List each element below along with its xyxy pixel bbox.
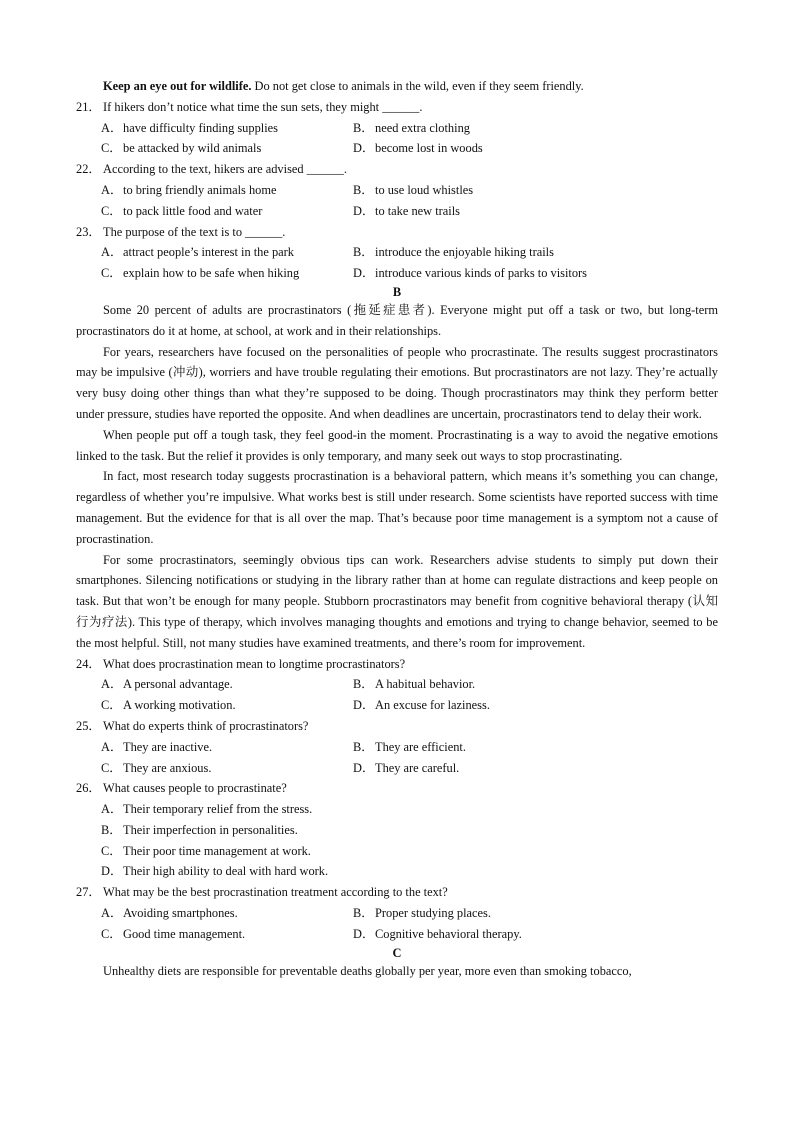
- option-letter: D．: [101, 864, 123, 879]
- option-text: They are anxious.: [123, 760, 212, 775]
- option-letter: B．: [353, 906, 374, 921]
- option-letter: D．: [353, 203, 375, 218]
- option-c[interactable]: [101, 841, 718, 862]
- option-text: explain how to be safe when hiking: [123, 266, 300, 281]
- option-text: attract people’s interest in the park: [123, 245, 294, 260]
- options: [101, 118, 718, 160]
- option-text: Avoiding smartphones.: [123, 906, 238, 921]
- question-23: [76, 222, 718, 284]
- question-number: 25．: [76, 718, 101, 733]
- option-letter: C．: [101, 760, 122, 775]
- option-text: Cognitive behavioral therapy.: [375, 926, 522, 941]
- option-text: They are efficient.: [375, 739, 466, 754]
- option-text: to use loud whistles: [375, 182, 474, 197]
- option-text: Good time management.: [123, 926, 246, 941]
- question-stem: What do experts think of procrastinators?: [103, 718, 309, 733]
- option-text: A personal advantage.: [123, 677, 233, 692]
- option-d[interactable]: [353, 924, 718, 945]
- option-c[interactable]: [101, 924, 353, 945]
- option-text: introduce the enjoyable hiking trails: [375, 245, 554, 260]
- exam-page: [76, 76, 718, 981]
- question-number: 23．: [76, 224, 101, 239]
- option-letter: B．: [353, 677, 374, 692]
- passage-b-paragraph: For some procrastinators, seemingly obvious tips can work. Researchers advise students to simply put down their smartphones. Silencing notifications or studying in the library rather than at home can regulate distractions and keep people on task. But that won’t be enough for many people. Stubborn procrastinators may benefit from cognitive behavioral therapy (认知行为疗法). This type of therapy, which involves managing thoughts and emotions and trying to change behavior, seemed to be the most helpful. Still, not many studies have examined treatments, and there’s room for improvement.: [76, 552, 718, 650]
- question-stem: What may be the best procrastination treatment according to the text?: [103, 885, 448, 900]
- option-letter: D．: [353, 926, 375, 941]
- passage-b-paragraph: When people put off a tough task, they feel good-in the moment. Procrastinating is a way to avoid the negative emotions linked to the task. But the relief it provides is only temporary, and many seek out ways to stop procrastinating.: [76, 427, 718, 463]
- option-b[interactable]: [353, 180, 718, 201]
- question-number: 22．: [76, 162, 101, 177]
- question-number: 21．: [76, 99, 101, 114]
- option-b[interactable]: [353, 903, 718, 924]
- option-a[interactable]: [101, 118, 353, 139]
- option-letter: B．: [353, 739, 374, 754]
- options: [101, 674, 718, 716]
- question-stem: What does procrastination mean to longtime procrastinators?: [103, 656, 406, 671]
- option-text: Their high ability to deal with hard work.: [123, 864, 329, 879]
- option-text: to pack little food and water: [123, 203, 263, 218]
- option-a[interactable]: [101, 180, 353, 201]
- option-text: An excuse for laziness.: [375, 698, 490, 713]
- option-letter: C．: [101, 843, 122, 858]
- option-b[interactable]: [353, 737, 718, 758]
- option-letter: B．: [353, 120, 374, 135]
- option-text: A habitual behavior.: [375, 677, 476, 692]
- passage-b-paragraph: Some 20 percent of adults are procrastinators (拖延症患者). Everyone might put off a task or two, but long-term procrastinators do it at home, at school, at work and in their relationships.: [76, 302, 718, 338]
- option-letter: A．: [101, 182, 123, 197]
- option-text: need extra clothing: [375, 120, 470, 135]
- option-letter: D．: [353, 141, 375, 156]
- question-number: 26．: [76, 781, 101, 796]
- option-d[interactable]: [353, 695, 718, 716]
- option-c[interactable]: [101, 263, 353, 284]
- question-27: [76, 882, 718, 944]
- option-text: A working motivation.: [123, 698, 236, 713]
- option-text: They are inactive.: [123, 739, 213, 754]
- option-letter: B．: [101, 822, 122, 837]
- option-a[interactable]: [101, 903, 353, 924]
- question-stem: What causes people to procrastinate?: [103, 781, 287, 796]
- section-heading-b: B: [392, 284, 402, 299]
- option-letter: A．: [101, 739, 123, 754]
- question-21: [76, 97, 718, 159]
- option-b[interactable]: [101, 820, 718, 841]
- option-d[interactable]: [353, 263, 718, 284]
- option-c[interactable]: [101, 758, 353, 779]
- option-text: introduce various kinds of parks to visitors: [375, 266, 587, 281]
- option-letter: C．: [101, 266, 122, 281]
- option-c[interactable]: [101, 695, 353, 716]
- question-number: 27．: [76, 885, 101, 900]
- option-text: Proper studying places.: [375, 906, 491, 921]
- options: [101, 903, 718, 945]
- option-d[interactable]: [353, 201, 718, 222]
- option-letter: D．: [353, 266, 375, 281]
- option-letter: C．: [101, 926, 122, 941]
- option-text: Their imperfection in personalities.: [123, 822, 298, 837]
- option-text: Their poor time management at work.: [123, 843, 311, 858]
- question-26: [76, 778, 718, 882]
- option-text: to bring friendly animals home: [123, 182, 277, 197]
- option-letter: B．: [353, 182, 374, 197]
- option-text: have difficulty finding supplies: [123, 120, 278, 135]
- option-d[interactable]: [353, 138, 718, 159]
- question-stem: The purpose of the text is to ______.: [103, 224, 286, 239]
- option-text: They are careful.: [375, 760, 460, 775]
- option-b[interactable]: [353, 242, 718, 263]
- question-stem: According to the text, hikers are advised ______.: [103, 162, 347, 177]
- option-text: become lost in woods: [375, 141, 483, 156]
- option-text: Their temporary relief from the stress.: [123, 802, 313, 817]
- option-d[interactable]: [101, 861, 718, 882]
- option-text: to take new trails: [375, 203, 460, 218]
- option-letter: C．: [101, 698, 122, 713]
- passage-b-paragraph: For years, researchers have focused on the personalities of people who procrastinate. The results suggest procrastinators may be impulsive (冲动), worriers and have trouble regulating their emotions. But procrastinators are not lazy. They’re actually very busy doing other things than what they’re supposed to be doing. Though procrastinators may think they perform better under pressure, studies have reported the opposite. And when deadlines are uncertain, procrastinators tend to delay their work.: [76, 344, 718, 421]
- options: [101, 799, 718, 882]
- passage-c-paragraph: Unhealthy diets are responsible for preventable deaths globally per year, more even than smoking tobacco,: [103, 963, 632, 978]
- option-letter: A．: [101, 802, 123, 817]
- option-letter: D．: [353, 698, 375, 713]
- option-letter: A．: [101, 677, 123, 692]
- option-letter: A．: [101, 245, 123, 260]
- option-d[interactable]: [353, 758, 718, 779]
- intro-paragraph: [76, 76, 718, 97]
- option-letter: C．: [101, 141, 122, 156]
- options: [101, 242, 718, 284]
- option-c[interactable]: [101, 201, 353, 222]
- section-heading-c: C: [392, 945, 402, 960]
- option-c[interactable]: [101, 138, 353, 159]
- option-b[interactable]: [353, 118, 718, 139]
- question-number: 24．: [76, 656, 101, 671]
- option-letter: C．: [101, 203, 122, 218]
- intro-text: Do not get close to animals in the wild, even if they seem friendly.: [251, 79, 584, 93]
- passage-b-paragraph: In fact, most research today suggests procrastination is a behavioral pattern, which means it’s something you can change, regardless of whether you’re impulsive. What works best is still under research. Some scientists have reported success with time management. But the evidence for that is all over the map. That’s because poor time management is a symptom not a cause of procrastination.: [76, 469, 718, 546]
- option-letter: B．: [353, 245, 374, 260]
- option-text: be attacked by wild animals: [123, 141, 262, 156]
- intro-bold-heading: Keep an eye out for wildlife.: [103, 79, 252, 93]
- question-22: [76, 159, 718, 221]
- question-24: [76, 654, 718, 716]
- option-letter: A．: [101, 120, 123, 135]
- option-letter: D．: [353, 760, 375, 775]
- option-a[interactable]: [101, 674, 353, 695]
- option-b[interactable]: [353, 674, 718, 695]
- option-a[interactable]: [101, 242, 353, 263]
- options: [101, 180, 718, 222]
- question-25: [76, 716, 718, 778]
- option-a[interactable]: [101, 799, 718, 820]
- options: [101, 737, 718, 779]
- question-stem: If hikers don’t notice what time the sun sets, they might ______.: [103, 99, 423, 114]
- option-letter: A．: [101, 906, 123, 921]
- option-a[interactable]: [101, 737, 353, 758]
